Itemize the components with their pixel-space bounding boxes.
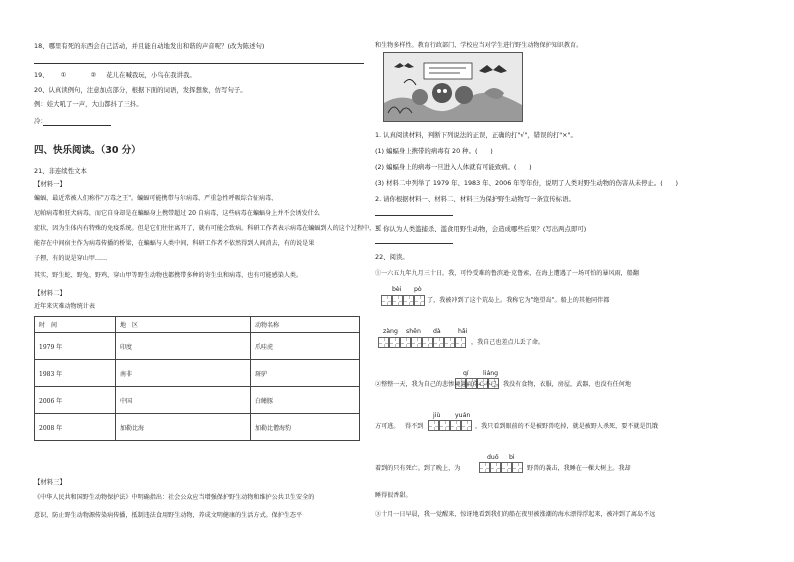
material-2-title: 【材料二】	[34, 289, 66, 297]
q20-example: 例：娃大吼了一声，大山都抖了三抖。	[34, 100, 143, 108]
writing-boxes-duobi[interactable]	[479, 462, 523, 473]
r-q1-item-2[interactable]: (2) 蝙蝠身上的病毒一旦进入人体就有可能致病。( )	[375, 163, 532, 171]
m1-line-6: 其实，野生蛇、野兔、野鸡，穿山甲等野生动物也都携带多种的寄生虫和病毒，也有可能感染人类。	[34, 272, 303, 279]
writing-box[interactable]	[392, 295, 403, 306]
writing-box[interactable]	[400, 337, 411, 348]
writing-box[interactable]	[455, 337, 466, 348]
material-1-title: 【材料一】	[34, 180, 66, 188]
bat-cartoon-image	[384, 53, 522, 121]
passage-p2d: ，我只看到眼前的不是被野兽吃掉，就是被野人杀死，要不就是饥饿	[475, 423, 658, 430]
passage-p1c: ，我自己也差点儿丢了命。	[471, 339, 545, 346]
r-question-2: 2. 请你根据材料一、材料二、材料三为保护野生动物写一条宣传标语。	[375, 195, 575, 203]
question-20: 20、认真读例句，注意加点部分，根据下面的词语，发挥想象，仿写句子。	[34, 86, 247, 94]
answer-line-consequence[interactable]	[375, 243, 453, 244]
pinyin-liang: liáng	[483, 370, 499, 377]
writing-box[interactable]	[378, 337, 389, 348]
question-21: 21、非连续性文本	[34, 167, 87, 175]
cell-animal: 爪哇虎	[251, 333, 360, 360]
right-column	[375, 0, 715, 562]
cell-region: 印度	[116, 333, 251, 360]
writing-box[interactable]	[450, 420, 461, 431]
m1-line-5: 子狸，有的说是穿山甲……	[34, 255, 108, 262]
extinct-animals-table	[34, 316, 360, 441]
passage-p3b: 野兽的袭击，我睡在一棵大树上。我却	[527, 465, 631, 472]
passage-p3c: 睡得很香甜。	[375, 492, 412, 499]
passage-p2	[375, 381, 631, 389]
q19-blank-1-marker: ①	[60, 71, 67, 79]
passage-p2b: 方可逃。	[375, 423, 400, 430]
writing-box[interactable]	[501, 462, 512, 473]
cell-animal: 白鳍豚	[251, 387, 360, 414]
r-q1-item-3[interactable]: (3) 材料二中列举了 1979 年、1983 年、2006 年等年份，说明了人类对野生动物的伤害从未停止。( )	[375, 179, 679, 187]
m3-line-1: 《中华人民共和国野生动物保护法》中明确指出：社会公众应当增强保护野生动物和维护公共卫生安全的	[34, 494, 315, 501]
m1-line-1: 蝙蝠，最近常被人们称作"万毒之王"。蝙蝠可能携带与尔病毒、严重急性呼吸综合征病毒、	[34, 195, 278, 202]
pinyin-duo: duǒ	[487, 454, 499, 461]
writing-box[interactable]	[389, 337, 400, 348]
writing-box[interactable]	[422, 337, 433, 348]
pinyin-shen: shēn	[406, 328, 421, 335]
r-q1-item-1[interactable]: (1) 蝙蝠身上携带的病毒有 20 种。( )	[375, 147, 493, 155]
m1-line-3: 症状，因为生体内有特殊的免疫系统。但是它们往往离开了，就有可能会致病。科研工作者表示病毒在蝙蝠到人的这个过程中，可	[34, 225, 382, 232]
question-18: 18、哪里有死的东西会自己活动，并且能自动地发出和谐的声音呢？(改为陈述句)	[34, 42, 265, 50]
table-row	[35, 333, 360, 360]
writing-box[interactable]	[479, 462, 490, 473]
q19-blank-2-marker: ②	[90, 71, 97, 79]
cartoon-illustration	[383, 52, 523, 122]
left-column	[34, 0, 382, 562]
pinyin-zang: zàng	[383, 328, 398, 335]
m3-line-2: 意识，防止野生动物源传染病传播，抵制违法食用野生动物，养成文明健康的生活方式。保护生态平	[34, 512, 303, 519]
writing-box[interactable]	[411, 337, 422, 348]
writing-boxes-zangshen[interactable]	[378, 337, 466, 348]
m3-continuation: 和生物多样性。教育行政部门、学校应当对学生进行野生动物保护知识教育。	[375, 42, 583, 49]
passage-p3: 着到的只有死亡。到了晚上，为	[375, 465, 461, 472]
th-animal: 动物名称	[251, 317, 360, 333]
cell-animal: 加勒比僧海豹	[251, 414, 360, 441]
writing-box[interactable]	[381, 295, 392, 306]
q20-cold-label: 冷：	[34, 117, 47, 125]
table-row	[35, 360, 360, 387]
pinyin-bi: bì	[509, 454, 515, 461]
cell-region: 南非	[116, 360, 251, 387]
writing-box[interactable]	[490, 462, 501, 473]
cell-region: 中国	[116, 387, 251, 414]
writing-box[interactable]	[439, 420, 450, 431]
passage-p2c: 得不到	[405, 423, 424, 430]
cell-region: 加勒比海	[116, 414, 251, 441]
cell-time: 2006 年	[35, 387, 116, 414]
m1-line-4: 能存在中间宿主作为病毒传播的桥梁，在蝙蝠与人类中间，科研工作者不依然得到人间消去，有的说是果	[34, 240, 315, 247]
q19-text: 花儿在喊我玩，小鸟在我讲我。	[106, 71, 196, 79]
th-time: 时 间	[35, 317, 116, 333]
writing-box[interactable]	[461, 420, 472, 431]
passage-p1b: 了，我被冲到了这个荒岛上。我称它为"绝望岛"。船上的其他同伴都	[427, 297, 610, 304]
answer-line-slogan[interactable]	[375, 215, 453, 216]
question-22: 22、阅读。	[375, 253, 409, 261]
writing-box[interactable]	[428, 420, 439, 431]
cell-time: 2008 年	[35, 414, 116, 441]
pinyin-po: pò	[414, 286, 422, 293]
answer-line-18[interactable]	[34, 63, 364, 64]
m1-line-2: 尼帕病毒和狂犬病毒，而它自身却是在蝙蝠身上携带超过 20 自病毒，这些病毒在蝙蝠身上并不会诱发什么	[34, 210, 320, 217]
pinyin-hai: hǎi	[458, 328, 468, 335]
table-caption: 近年来灾难动物统计表	[34, 303, 95, 310]
material-3-title: 【材料三】	[34, 478, 66, 486]
pinyin-bei: bèi	[392, 286, 402, 293]
writing-box[interactable]	[512, 462, 523, 473]
passage-p1: ①一六五九年九月三十日，我，可怜受难的鲁滨逊·克鲁索，在海上遭遇了一场可怕的暴风雨，船翻	[375, 270, 639, 277]
writing-box[interactable]	[414, 295, 425, 306]
cell-time: 1979 年	[35, 333, 116, 360]
r-question-1: 1. 认真阅读材料，判断下列说法的正误，正确的打"√"，错误的打"×"。	[375, 131, 577, 139]
r-question-3: 3. 你认为人类滥捕杀、滥食用野生动物，会造成哪些后果？(写出两点即可)	[375, 225, 587, 233]
writing-box[interactable]	[403, 295, 414, 306]
passage-p2-text: ②整整一天，我为自己的悲惨境遇而伤心不已。我没有食物，衣服，房屋，武器，也没有任何地	[375, 381, 631, 388]
writing-boxes-beipo[interactable]	[381, 295, 425, 306]
writing-boxes-jiuyuan[interactable]	[428, 420, 472, 431]
pinyin-yuan: yuán	[455, 412, 471, 419]
writing-box[interactable]	[433, 337, 444, 348]
answer-line-cold[interactable]	[43, 125, 111, 126]
passage-p4: ③十月一日早晨，我一觉醒来，惊讶地看到我们的船在夜里被涨潮的海水漂得浮起来，被冲到了离岛不远	[375, 511, 656, 518]
table-row	[35, 414, 360, 441]
cell-animal: 斑驴	[251, 360, 360, 387]
th-region: 地 区	[116, 317, 251, 333]
cell-time: 1983 年	[35, 360, 116, 387]
question-19	[34, 71, 196, 79]
pinyin-jiu: jiù	[433, 412, 441, 419]
writing-box[interactable]	[444, 337, 455, 348]
q19-number: 19、	[34, 71, 49, 79]
section-4-heading: 四、快乐阅读。（30 分）	[34, 145, 141, 156]
table-header-row	[35, 317, 360, 333]
pinyin-qi: qí	[463, 370, 469, 377]
table-row	[35, 387, 360, 414]
pinyin-da: dà	[433, 328, 441, 335]
